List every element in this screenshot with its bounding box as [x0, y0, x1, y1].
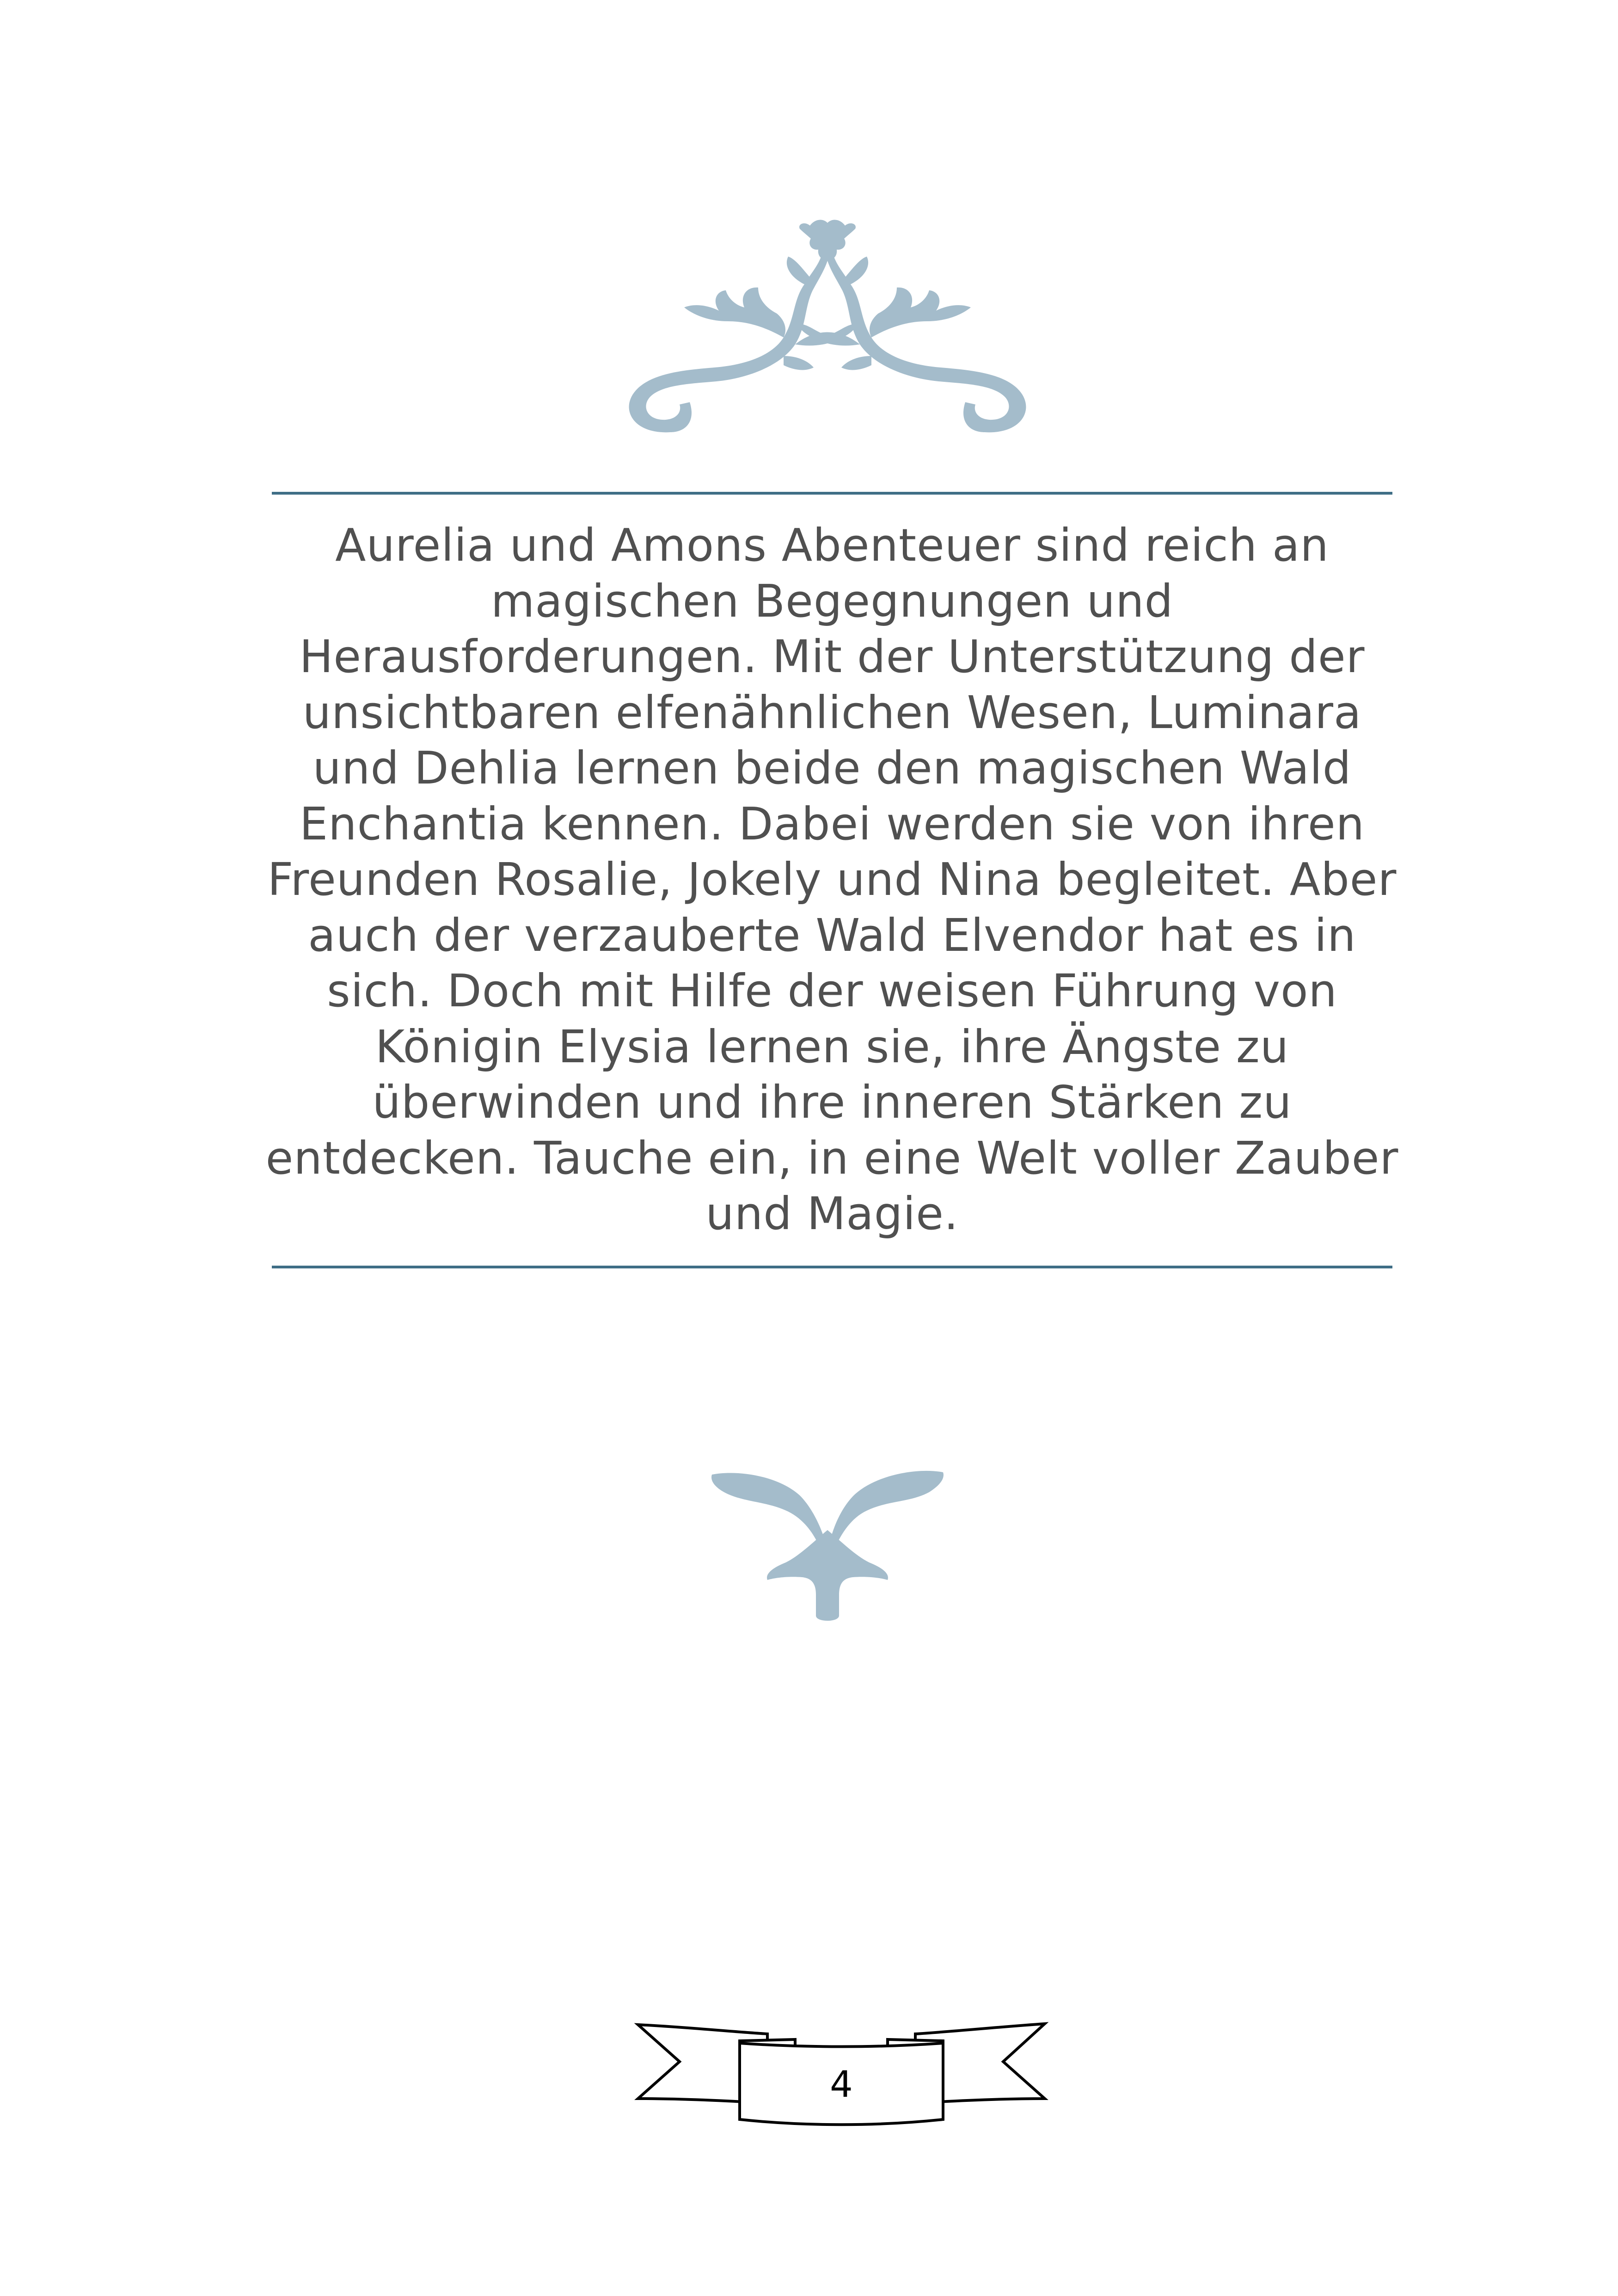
bottom-divider-line	[272, 1266, 1392, 1268]
leaf-fleuron-icon	[707, 1461, 948, 1627]
floral-scroll-pair-icon	[601, 203, 1054, 462]
top-divider-line	[272, 492, 1392, 495]
body-paragraph: Aurelia und Amons Abenteuer sind reich an magischen Begegnungen und Herausforderungen. Mit der Unterstützung der unsichtbaren elfenähnlichen Wesen, Luminara und Dehlia lernen beide den magischen Wald Enchantia kennen. Dabei werden sie von ihren Freunden Rosalie, Jokely und Nina begleitet. Aber auch der verzauberte Wald Elvendor hat es in sich. Doch mit Hilfe der weisen Führung von Königin Elysia lernen sie, ihre Ängste zu überwinden und ihre inneren Stärken zu entdecken. Tauche ein, in eine Welt voller Zauber und Magie.	[265, 519, 1399, 1240]
page-number: 4	[830, 2064, 853, 2106]
